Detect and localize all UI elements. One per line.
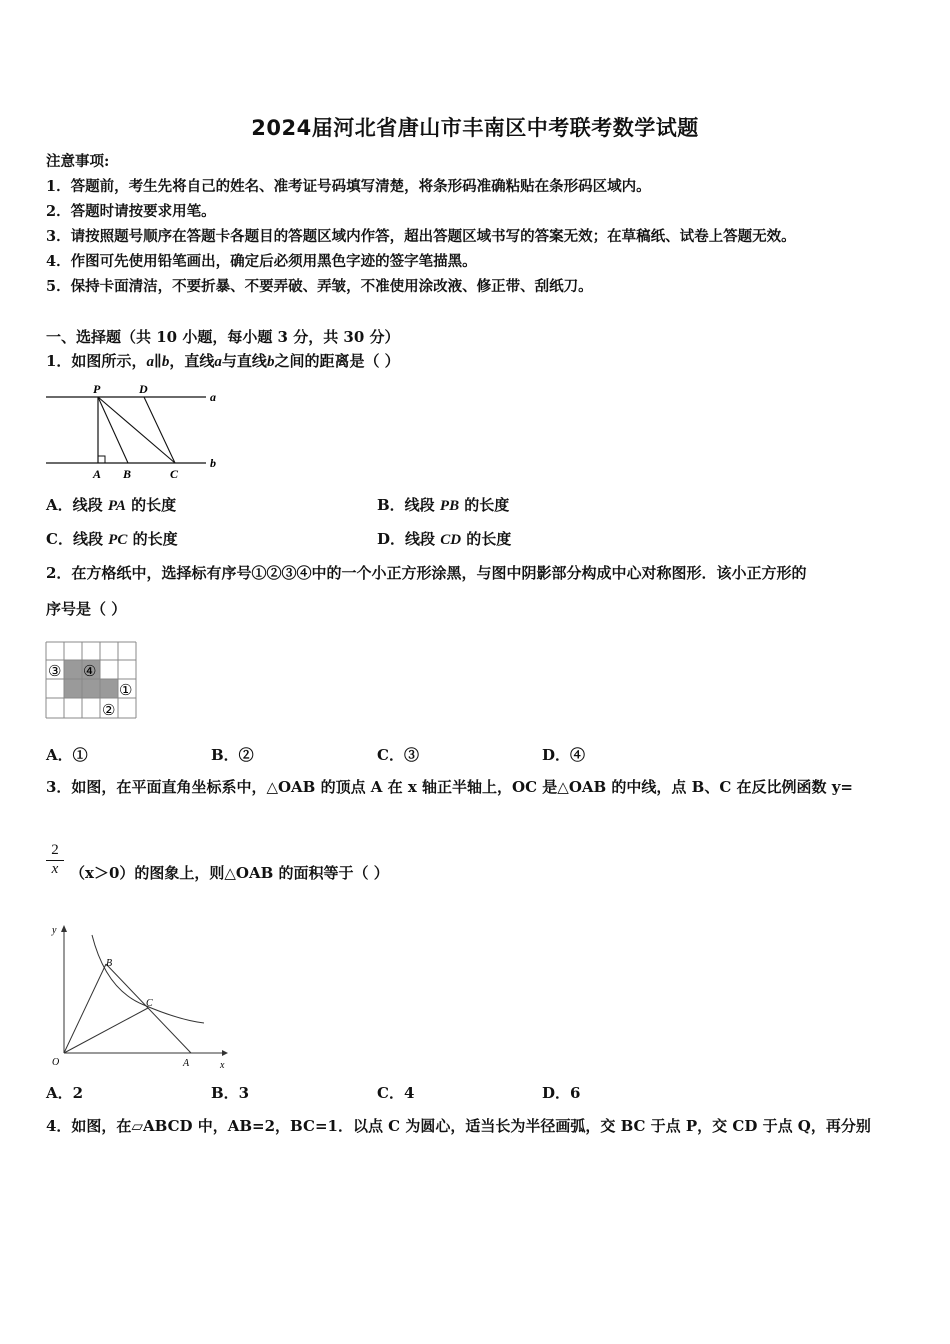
hyperbola-curve [92, 935, 204, 1023]
right-angle-mark [98, 456, 105, 463]
segment-dc [144, 397, 175, 463]
option-c[interactable]: C．4 [377, 1084, 415, 1102]
label-1: ① [119, 683, 133, 699]
label-3: ③ [48, 664, 62, 680]
label-c: C [170, 467, 179, 481]
x-axis-arrow [222, 1050, 228, 1056]
option-d[interactable]: D．线段 CD 的长度 [377, 530, 512, 548]
question-2-stem-line1: 2．在方格纸中，选择标有序号①②③④中的一个小正方形涂黑，与图中阴影部分构成中心对称图形．该小正方形的 [46, 564, 807, 582]
label-a: A [93, 467, 102, 481]
question-4-stem-line1: 4．如图，在▱ABCD 中，AB=2，BC=1．以点 C 为圆心，适当长为半径画弧，交 BC 于点 P，交 CD 于点 Q，再分别 [46, 1117, 871, 1135]
label-y: y [52, 925, 57, 936]
fraction-2-over-x: $\frac{2}{x}$ [46, 842, 64, 878]
label-b: B [123, 467, 132, 481]
question-3-figure [44, 920, 234, 1070]
question-3-stem-line1: 3．如图，在平面直角坐标系中，△OAB 的顶点 A 在 x 轴正半轴上，OC 是△OAB 的中线，点 B、C 在反比例函数 y= [46, 778, 853, 796]
label-c: C [146, 998, 153, 1009]
option-c[interactable]: C．③ [377, 746, 419, 764]
option-b[interactable]: B．3 [211, 1084, 250, 1102]
segment-ob [64, 964, 106, 1053]
shaded-square [64, 660, 82, 679]
option-d[interactable]: D．6 [542, 1084, 581, 1102]
page-title: 2024届河北省唐山市丰南区中考联考数学试题 [251, 116, 699, 140]
question-1-figure [44, 380, 224, 484]
notice-item: 4．作图可先使用铅笔画出，确定后必须用黑色字迹的签字笔描黑。 [46, 253, 477, 270]
shaded-square [64, 679, 82, 698]
label-a: A [183, 1058, 190, 1069]
option-a[interactable]: A．① [46, 746, 88, 764]
notice-item: 5．保持卡面清洁，不要折暴、不要弄破、弄皱，不准使用涂改液、修正带、刮纸刀。 [46, 278, 593, 295]
segment-pc [98, 397, 175, 463]
label-line-b: b [210, 456, 216, 470]
option-a[interactable]: A．线段 PA 的长度 [46, 496, 177, 514]
label-2: ② [102, 703, 116, 719]
shaded-square [82, 679, 100, 698]
segment-pb [98, 397, 128, 463]
question-2-stem-line2: 序号是（ ） [46, 600, 127, 618]
shaded-square [100, 679, 118, 698]
label-x: x [220, 1060, 225, 1070]
label-d: D [139, 382, 148, 396]
notice-item: 3．请按照题号顺序在答题卡各题目的答题区域内作答，超出答题区域书写的答案无效；在草稿纸、试卷上答题无效。 [46, 228, 796, 245]
notice-heading: 注意事项: [46, 153, 110, 170]
option-b[interactable]: B．② [211, 746, 254, 764]
question-3-stem-line2: （x＞0）的图象上，则△OAB 的面积等于（ ） [70, 864, 389, 882]
option-b[interactable]: B．线段 PB 的长度 [377, 496, 510, 514]
label-b: B [106, 958, 113, 969]
option-c[interactable]: C．线段 PC 的长度 [46, 530, 178, 548]
option-a[interactable]: A．2 [46, 1084, 84, 1102]
question-2-grid-figure [45, 641, 139, 721]
label-o: O [52, 1057, 60, 1068]
option-d[interactable]: D．④ [542, 746, 586, 764]
section-heading: 一、选择题（共 10 小题，每小题 3 分，共 30 分） [46, 328, 400, 346]
label-line-a: a [210, 390, 216, 404]
label-p: P [93, 382, 101, 396]
segment-oc [64, 1008, 148, 1053]
notice-item: 1．答题前，考生先将自己的姓名、准考证号码填写清楚，将条形码准确粘贴在条形码区域内。 [46, 178, 651, 195]
label-4: ④ [83, 664, 97, 680]
question-1-stem: 1．如图所示，a∥b，直线a与直线b之间的距离是（ ） [46, 352, 400, 370]
y-axis-arrow [61, 925, 67, 932]
notice-item: 2．答题时请按要求用笔。 [46, 203, 216, 220]
